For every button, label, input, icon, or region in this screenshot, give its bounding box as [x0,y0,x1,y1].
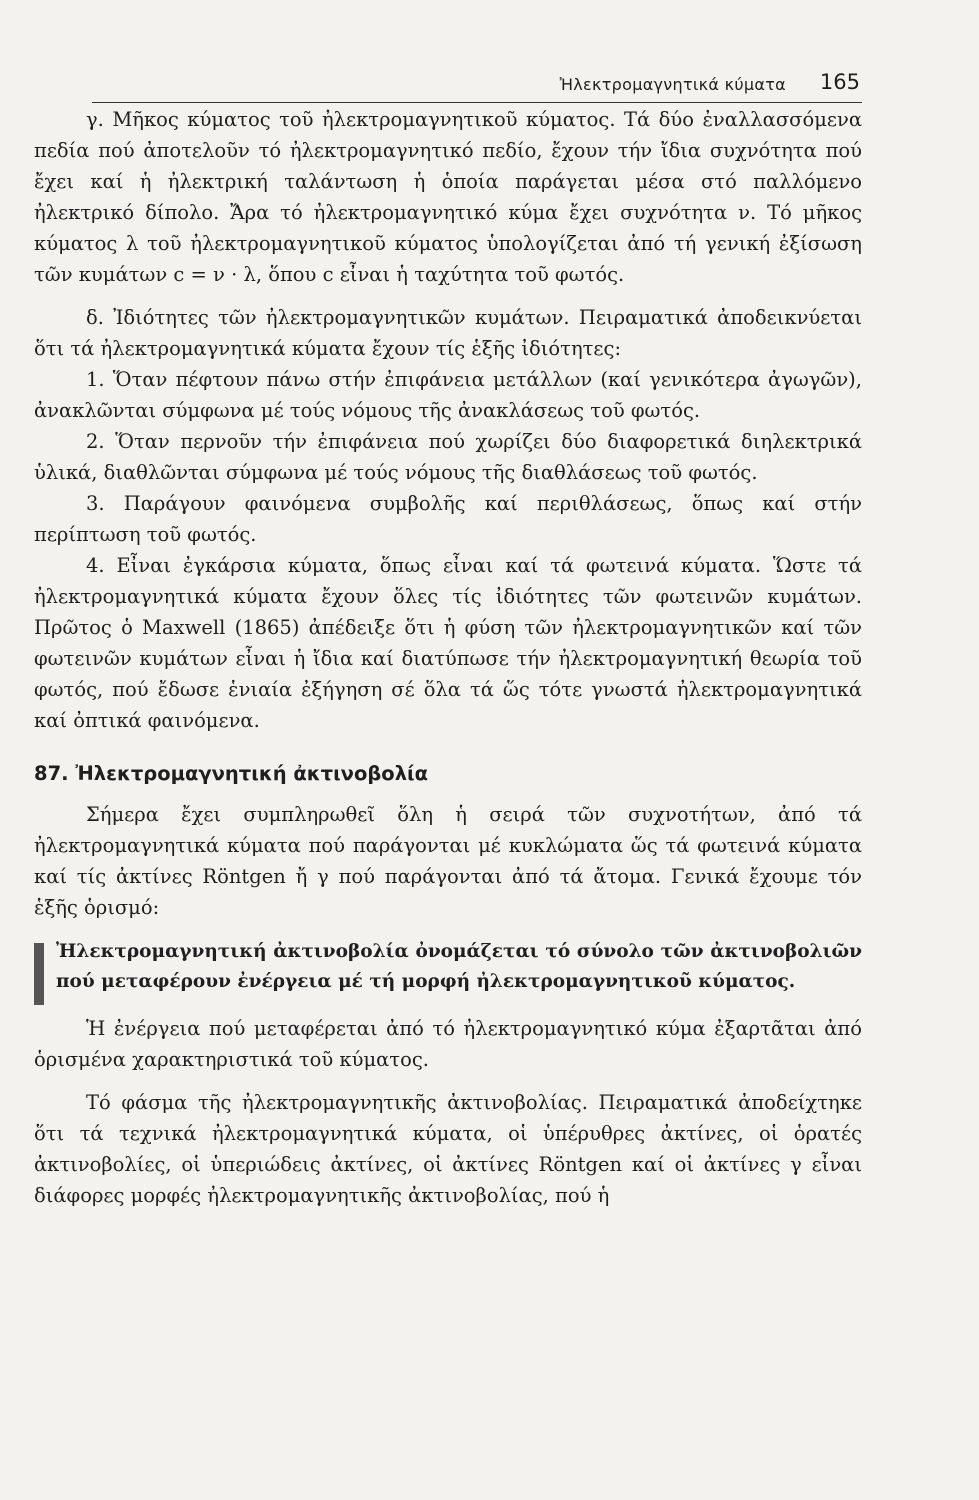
list-item-transverse: 4. Εἶναι ἐγκάρσια κύματα, ὅπως εἶναι καί τά φωτεινά κύματα. Ὥστε τά ἠλεκτρομαγνητικά κύματα ἔχουν ὅλες τίς ἰδιότητες τῶν φωτεινῶν κυμάτων. Πρῶτος ὁ Maxwell (1865) ἀπέδειξε ὅτι ἡ φύση τῶν ἠλεκτρομαγνητικῶν καί τῶν φωτεινῶν κυμάτων εἶναι ἡ ἴδια καί διατύπωσε τήν ἠλεκτρομαγνητική θεωρία τοῦ φωτός, πού ἔδωσε ἑνιαία ἐξήγηση σέ ὅλα τά ὥς τότε γνωστά ἠλεκτρομαγνητικά καί ὀπτικά φαινόμενα. [34,554,862,732]
list-item-reflection: 1. Ὅταν πέφτουν πάνω στήν ἐπιφάνεια μετάλλων (καί γενικότερα ἀγωγῶν), ἀνακλῶνται σύμφωνα μέ τούς νόμους τῆς ἀνακλάσεως τοῦ φωτός. [34,368,862,422]
paragraph-spectrum: Τό φάσμα τῆς ἠλεκτρομαγνητικῆς ἀκτινοβολίας. Πειραματικά ἀποδείχτηκε ὅτι τά τεχνικά ἠλεκτρομαγνητικά κύματα, οἱ ὑπέρυθρες ἀκτίνες, οἱ ὁρατές ἀκτινοβολίες, οἱ ὑπεριώδεις ἀκτίνες, οἱ ἀκτίνες Röntgen καί οἱ ἀκτίνες γ εἶναι διάφορες μορφές ἠλεκτρομαγνητικῆς ἀκτινοβολίας, πού ἡ [34,1091,862,1207]
definition-text: Ἠλεκτρομαγνητική ἀκτινοβολία ὀνομάζεται τό σύνολο τῶν ἀκτινοβολιῶν πού μεταφέρουν ἐνέργεια μέ τή μορφή ἠλεκτρομαγνητικοῦ κύματος. [56,941,862,992]
running-title: Ἠλεκτρομαγνητικά κύματα [559,75,786,94]
definition-box [34,937,862,997]
definition-marker [34,943,44,1005]
list-item-interference: 3. Παράγουν φαινόμενα συμβολῆς καί περιθλάσεως, ὅπως καί στήν περίπτωση τοῦ φωτός. [34,492,862,546]
list-item-refraction: 2. Ὅταν περνοῦν τήν ἐπιφάνεια πού χωρίζει δύο διαφορετικά διηλεκτρικά ὑλικά, διαθλῶνται σύμφωνα μέ τούς νόμους τῆς διαθλάσεως τοῦ φωτός. [34,430,862,484]
paragraph-properties: δ. Ἰδιότητες τῶν ἠλεκτρομαγνητικῶν κυμάτων. Πειραματικά ἀποδεικνύεται ὅτι τά ἠλεκτρομαγνητικά κύματα ἔχουν τίς ἑξῆς ἰδιότητες: [34,306,862,360]
paragraph-section-intro: Σήμερα ἔχει συμπληρωθεῖ ὅλη ἡ σειρά τῶν συχνοτήτων, ἀπό τά ἠλεκτρομαγνητικά κύματα πού παράγονται μέ κυκλώματα ὥς τά φωτεινά κύματα καί τίς ἀκτίνες Röntgen ἤ γ πού παράγονται ἀπό τά ἄτομα. Γενικά ἔχουμε τόν ἑξῆς ὁρισμό: [34,803,862,919]
page-number: 165 [819,70,860,94]
paragraph-energy: Ἡ ἐνέργεια πού μεταφέρεται ἀπό τό ἠλεκτρομαγνητικό κύμα ἐξαρτᾶται ἀπό ὁρισμένα χαρακτηριστικά τοῦ κύματος. [34,1017,862,1071]
paragraph-wavelength: γ. Μῆκος κύματος τοῦ ἠλεκτρομαγνητικοῦ κύματος. Τά δύο ἐναλλασσόμενα πεδία πού ἀποτελοῦν τό ἠλεκτρομαγνητικό πεδίο, ἔχουν τήν ἴδια συχνότητα πού ἔχει καί ἡ ἠλεκτρική ταλάντωση ἡ ὁποία παράγεται μέσα στό παλλόμενο ἠλεκτρικό δίπολο. Ἄρα τό ἠλεκτρομαγνητικό κύμα ἔχει συχνότητα ν. Τό μῆκος κύματος λ τοῦ ἠλεκτρομαγνητικοῦ κύματος ὑπολογίζεται ἀπό τή γενική ἐξίσωση τῶν κυμάτων c = ν · λ, ὅπου c εἶναι ἡ ταχύτητα τοῦ φωτός. [34,108,862,286]
page-body [34,104,862,1211]
section-heading: 87. Ἠλεκτρομαγνητική ἀκτινοβολία [34,762,429,785]
page-header [92,66,862,103]
